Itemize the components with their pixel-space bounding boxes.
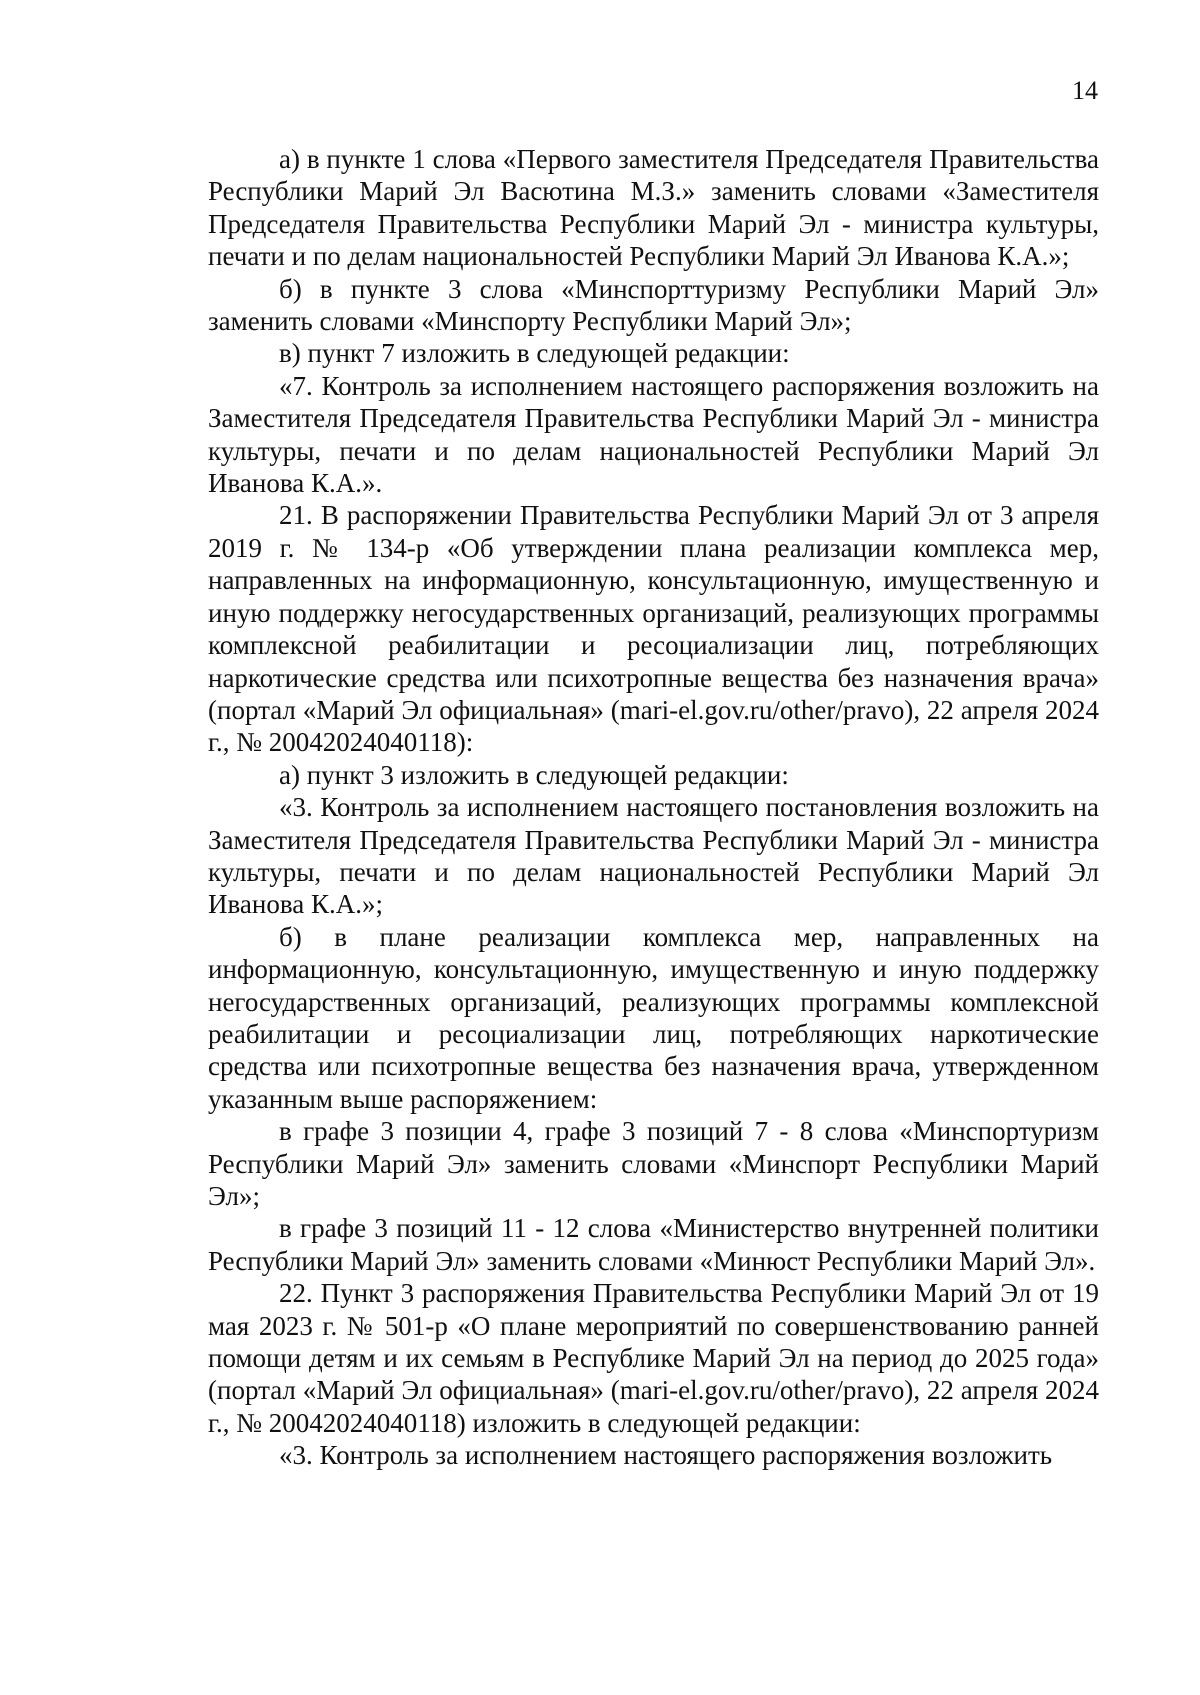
- paragraph-column-3-positions-4-8: в графе 3 позиции 4, графе 3 позиций 7 - 8 слова «Минспортуризм Республики Марий Эл» заменить словами «Минспорт Республики Марий Эл»;: [208, 1116, 1099, 1211]
- paragraph-quote-point-3: «3. Контроль за исполнением настоящего постановления возложить на Заместителя Председателя Правительства Республики Марий Эл - министра культуры, печати и по делам национальностей Республики Марий Эл Иванова К.А.»;: [208, 792, 1099, 920]
- document-body: [208, 143, 1099, 1472]
- paragraph-quote-point-3-control: «3. Контроль за исполнением настоящего распоряжения возложить: [279, 1440, 1053, 1471]
- paragraph-item-v-point-7: в) пункт 7 изложить в следующей редакции:: [279, 338, 790, 369]
- paragraph-column-3-positions-11-12: в графе 3 позиций 11 - 12 слова «Министерство внутренней политики Республики Марий Эл» заменить словами «Минюст Республики Марий Эл».: [208, 1213, 1099, 1276]
- paragraph-section-22: 22. Пункт 3 распоряжения Правительства Республики Марий Эл от 19 мая 2023 г. № 501-р «О плане мероприятий по совершенствованию ранней помощи детям и их семьям в Республике Марий Эл на период до 2025 года» (портал «Марий Эл официальная» (mari-el.gov.ru/other/pravo), 22 апреля 2024 г., № 20042024040118) изложить в следующей редакции:: [208, 1278, 1099, 1438]
- paragraph-item-b-minsport: б) в пункте 3 слова «Минспорттуризму Республики Марий Эл» заменить словами «Минспорту Республики Марий Эл»;: [208, 273, 1099, 337]
- paragraph-item-a-first-deputy: а) в пункте 1 слова «Первого заместителя Председателя Правительства Республики Марий Эл Васютина М.З.» заменить словами «Заместителя Председателя Правительства Республики Марий Эл - министра культуры, печати и по делам национальностей Республики Марий Эл Иванова К.А.»;: [208, 144, 1099, 272]
- paragraph-section-21: 21. В распоряжении Правительства Республики Марий Эл от 3 апреля 2019 г. № 134-р «Об утверждении плана реализации комплекса мер, направленных на информационную, консультационную, имущественную и иную поддержку негосударственных организаций, реализующих программы комплексной реабилитации и ресоциализации лиц, потребляющих наркотические средства или психотропные вещества без назначения врача» (портал «Марий Эл официальная» (mari-el.gov.ru/other/pravo), 22 апреля 2024 г., № 20042024040118):: [208, 500, 1099, 758]
- paragraph-section-21-item-b: б) в плане реализации комплекса мер, направленных на информационную, консультационную, имущественную и иную поддержку негосударственных организаций, реализующих программы комплексной реабилитации и ресоциализации лиц, потребляющих наркотические средства или психотропные вещества без назначения врача, утвержденном указанным выше распоряжением:: [208, 921, 1099, 1114]
- paragraph-quote-point-7: «7. Контроль за исполнением настоящего распоряжения возложить на Заместителя Председателя Правительства Республики Марий Эл - министра культуры, печати и по делам национальностей Республики Марий Эл Иванова К.А.».: [208, 370, 1099, 499]
- page-number: 14: [1072, 76, 1098, 105]
- paragraph-section-21-item-a: а) пункт 3 изложить в следующей редакции:: [279, 759, 789, 790]
